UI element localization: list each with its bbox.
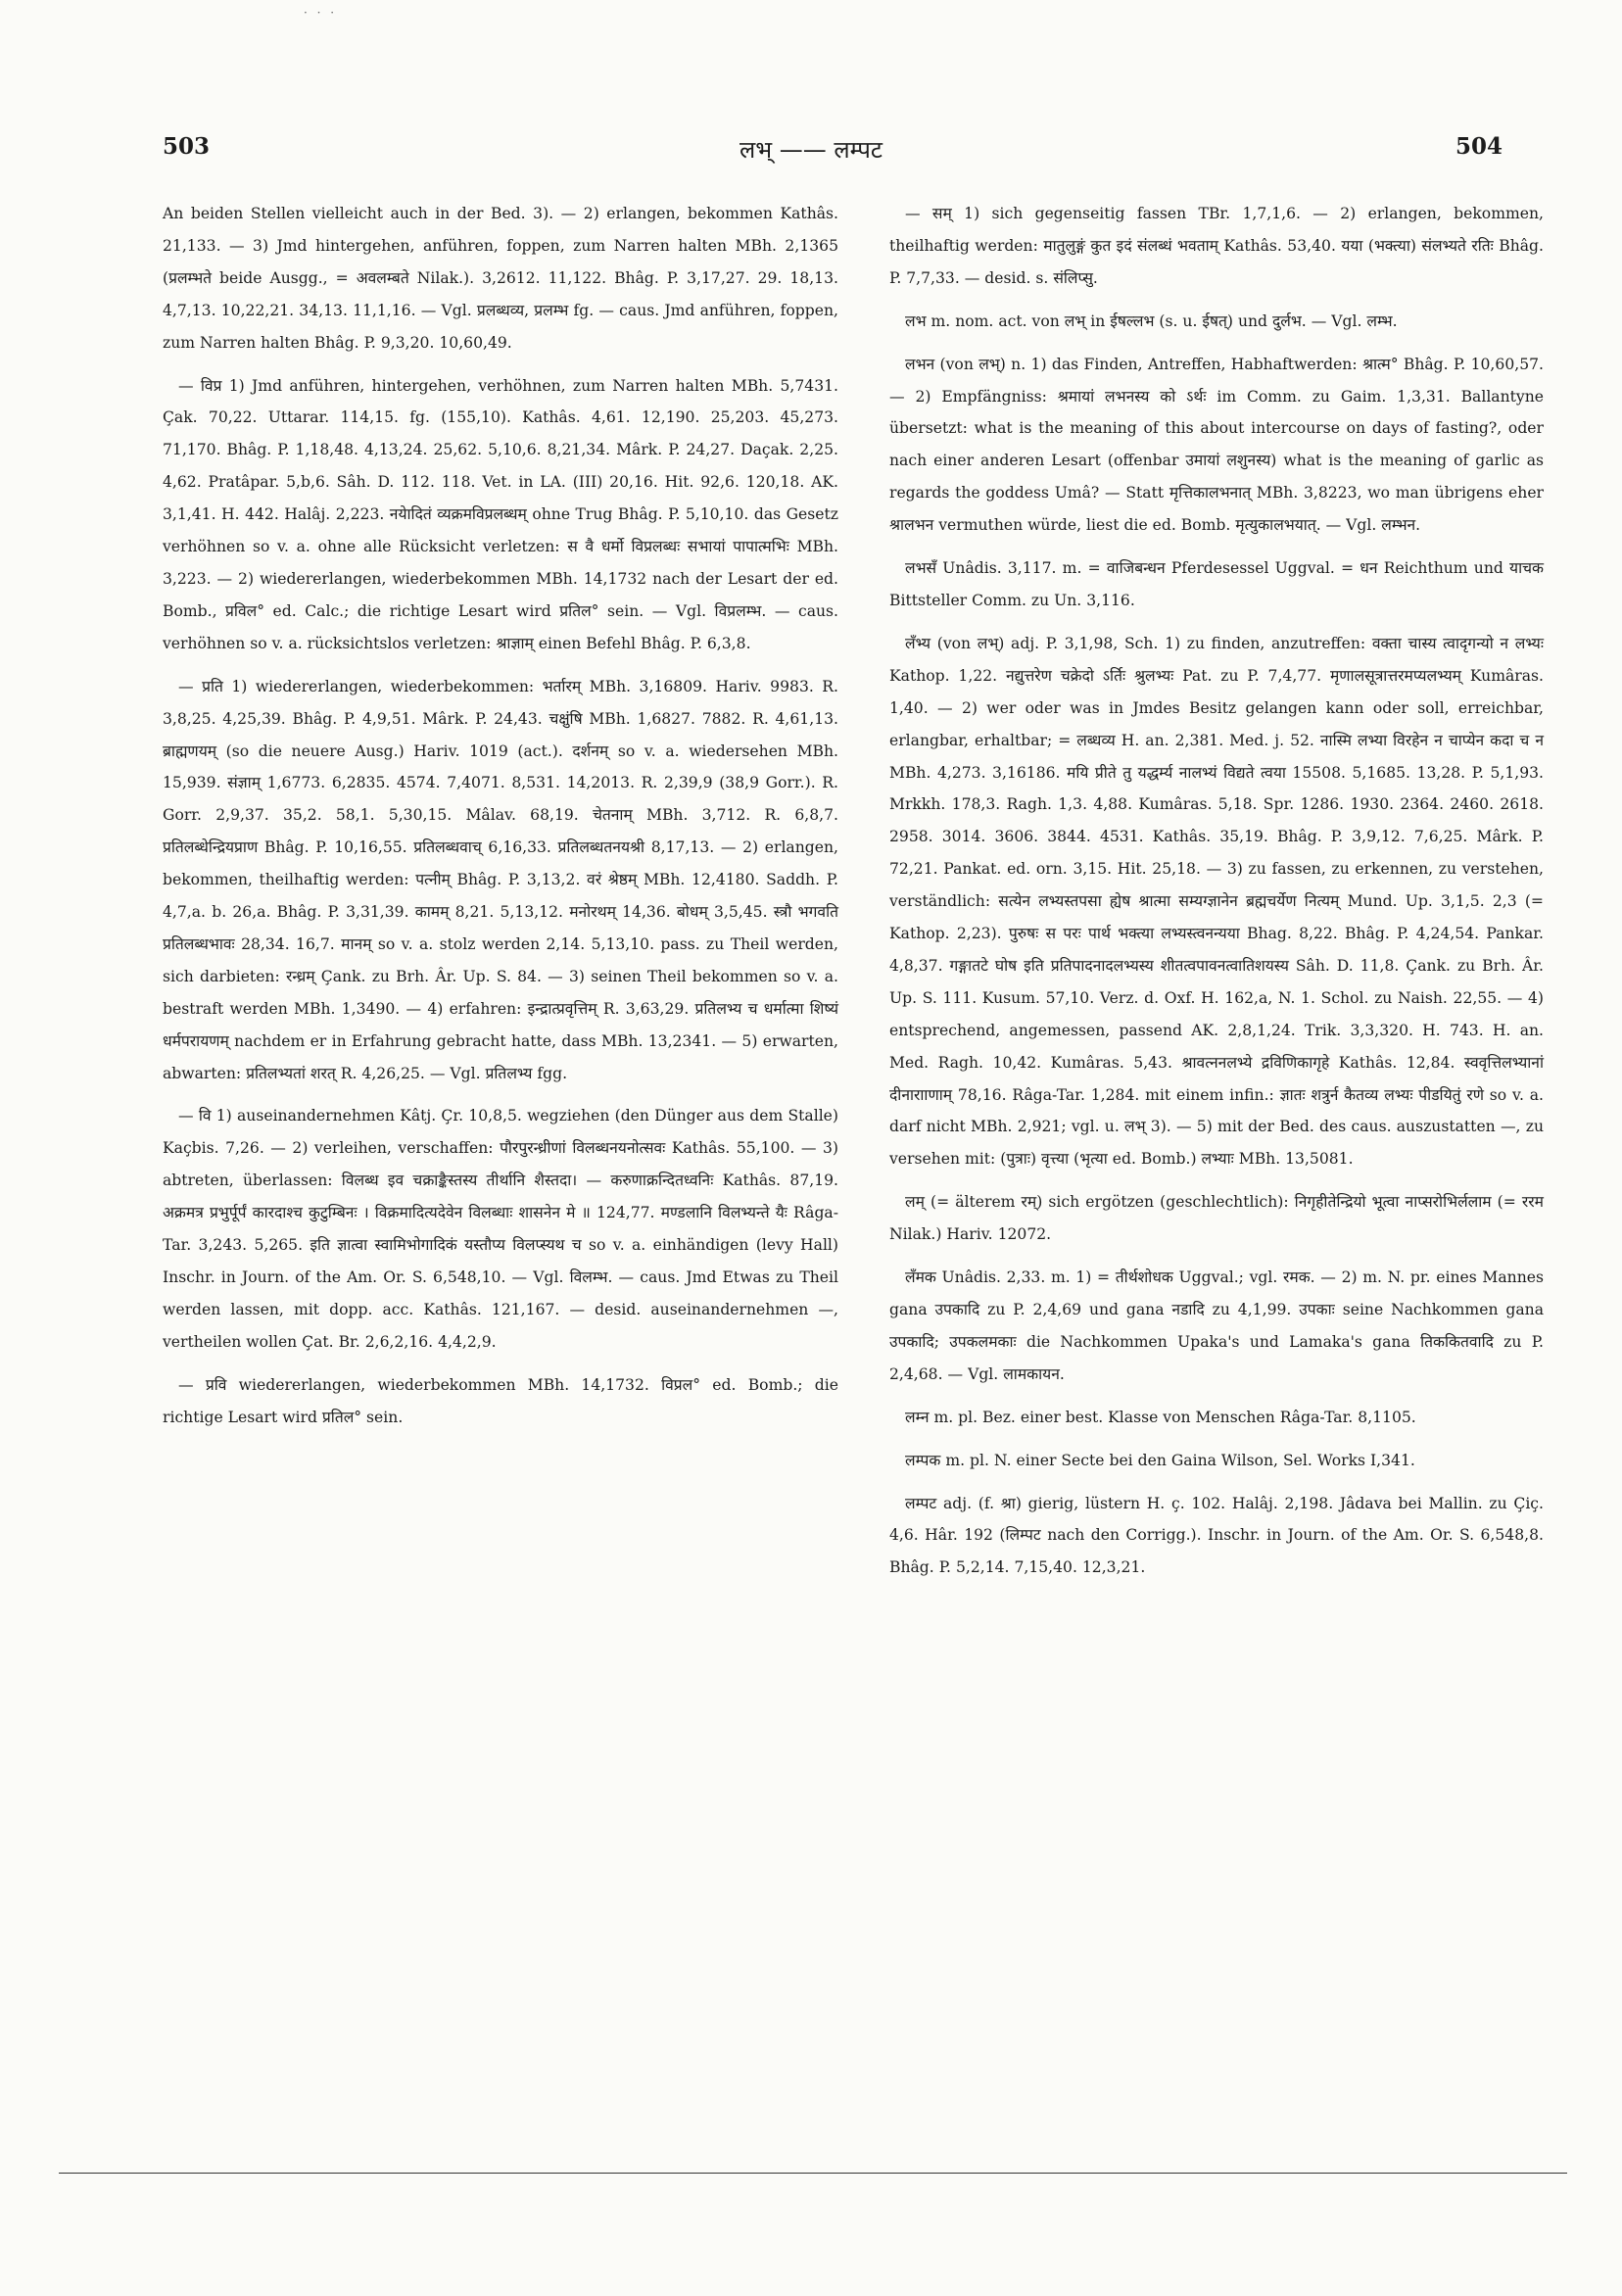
entry-paragraph: लँमक Unâdis. 2,33. m. 1) = तीर्थशोधक Uggval.; vgl. रमक. — 2) m. N. pr. eines Mannes gana उपकादि zu P. 2,4,69 und gana नडादि zu 4,1,99. उपकाः seine Nachkommen gana उपकादि; उपकलमकाः die Nachkommen Upaka's und Lamaka's gana तिककितवादि zu P. 2,4,68. — Vgl. लामकायन. (889, 1268, 1544, 1383)
right-column (889, 198, 1544, 1595)
entry-paragraph: लभ m. nom. act. von लभ् in ईषल्लभ (s. u. ईषत्) und दुर्लभ. — Vgl. लम्भ. (905, 311, 1398, 330)
page-header (0, 133, 1622, 172)
entry-paragraph: लम्पक m. pl. N. einer Secte bei den Gaina Wilson, Sel. Works I,341. (905, 1451, 1415, 1469)
entry-paragraph: — सम् 1) sich gegenseitig fassen TBr. 1,7,1,6. — 2) erlangen, bekommen, theilhaftig werden: मातुलुङ्गं कुत इदं संलब्धं भवताम् Kathâs. 53,40. यया (भक्त्या) संलभ्यते रतिः Bhâg. P. 7,7,33. — desid. s. संलिप्सु. (889, 205, 1544, 287)
entry-paragraph: An beiden Stellen vielleicht auch in der Bed. 3). — 2) erlangen, bekommen Kathâs. 21,133. — 3) Jmd hintergehen, anführen, foppen, zum Narren halten MBh. 2,1365 (प्रलम्भते beide Ausgg., = अवलम्बते Nilak.). 3,2612. 11,122. Bhâg. P. 3,17,27. 29. 18,13. 4,7,13. 10,22,21. 34,13. 11,1,16. — Vgl. प्रलब्धव्य, प्रलम्भ fg. — caus. Jmd anführen, foppen, zum Narren halten Bhâg. P. 9,3,20. 10,60,49. (163, 205, 838, 352)
running-title: लभ् —— लम्पट (739, 136, 883, 164)
top-scan-mark: · · · (304, 6, 338, 20)
entry-paragraph: — विप्र 1) Jmd anführen, hintergehen, verhöhnen, zum Narren halten MBh. 5,7431. Çak. 70,22. Uttarar. 114,15. fg. (155,10). Kathâs. 4,61. 12,190. 25,203. 45,273. 71,170. Bhâg. P. 1,18,48. 4,13,24. 25,62. 5,10,6. 8,21,34. Mârk. P. 24,27. Daçak. 2,25. 4,62. Pratâpar. 5,b,6. Sâh. D. 112. 118. Vet. in LA. (III) 20,16. Hit. 92,6. 120,18. AK. 3,1,41. H. 442. Halâj. 2,223. नयेादितं व्यक्रमविप्रलब्धम् ohne Trug Bhâg. P. 5,10,10. das Gesetz verhöhnen so v. a. ohne alle Rücksicht verletzen: स वै धर्मो विप्रलब्धः सभायां पापात्मभिः MBh. 3,223. — 2) wiedererlangen, wiederbekommen MBh. 14,1732 nach der Lesart der ed. Bomb., प्रविल° ed. Calc.; die richtige Lesart wird प्रतिल° sein. — Vgl. विप्रलम्भ. — caus. verhöhnen so v. a. rücksichtslos verletzen: श्राज्ञाम् einen Befehl Bhâg. P. 6,3,8. (163, 376, 838, 652)
page-number-right: 504 (1455, 133, 1503, 160)
entry-paragraph: लम्पट adj. (f. श्रा) gierig, lüstern H. ç. 102. Halâj. 2,198. Jâdava bei Mallin. zu Çiç. 4,6. Hâr. 192 (लिम्पट nach den Corrigg.). Inschr. in Journ. of the Am. Or. S. 6,548,8. Bhâg. P. 5,2,14. 7,15,40. 12,3,21. (889, 1494, 1544, 1577)
entry-paragraph: लँभ्य (von लभ्) adj. P. 3,1,98, Sch. 1) zu finden, anzutreffen: वक्ता चास्य त्वादृगन्यो न लभ्यः Kathop. 1,22. नद्युत्तरेण चक्रेदो ऽर्तिः श्रुलभ्यः Pat. zu P. 7,4,77. मृणालसूत्रात्तरमप्यलभ्यम् Kumâras. 1,40. — 2) wer oder was in Jmdes Besitz gelangen kann oder soll, erreichbar, erlangbar, erhaltbar; = लब्धव्य H. an. 2,381. Med. j. 52. नास्मि लभ्या विरहेन न चाप्येन कदा च न MBh. 4,273. 3,16186. मयि प्रीते तु यद्धर्म्य नालभ्यं विद्यते त्वया 15508. 5,1685. 13,28. P. 5,1,93. Mrkkh. 178,3. Ragh. 1,3. 4,88. Kumâras. 5,18. Spr. 1286. 1930. 2364. 2460. 2618. 2958. 3014. 3606. 3844. 4531. Kathâs. 35,19. Bhâg. P. 3,9,12. 7,6,25. Mârk. P. 72,21. Pankat. ed. orn. 3,15. Hit. 25,18. — 3) zu fassen, zu erkennen, zu verstehen, verständlich: सत्येन लभ्यस्तपसा ह्येष श्रात्मा सम्यग्ज्ञानेन ब्रह्मचर्येण नित्यम् Mund. Up. 3,1,5. 2,3 (= Kathop. 2,23). पुरुषः स परः पार्थ भक्त्या लभ्यस्त्वनन्यया Bhag. 8,22. Bhâg. P. 4,24,54. Pankar. 4,8,37. गङ्गातटे घोष इति प्रतिपादनादलभ्यस्य शीतत्वपावनत्वातिशयस्य Sâh. D. 11,8. Çank. zu Brh. Âr. Up. S. 111. Kusum. 57,10. Verz. d. Oxf. H. 162,a, N. 1. Schol. zu Naish. 22,55. — 4) entsprechend, angemessen, passend AK. 2,8,1,24. Trik. 3,3,320. H. 743. H. an. Med. Ragh. 10,42. Kumâras. 5,43. श्रावत्ननलभ्ये द्रविणिकागृहे Kathâs. 12,84. स्ववृत्तिलभ्यानां दीनारााणाम् 78,16. Râga-Tar. 1,284. mit einem infin.: ज्ञातः शत्रुर्न कैतव्य लभ्यः पीडयितुं रणे so v. a. darf nicht MBh. 2,921; vgl. u. लभ् 3). — 5) mit der Bed. des caus. auszustatten —, zu versehen mit: (पुत्राः) वृत्त्या (भृत्या ed. Bomb.) लभ्याः MBh. 13,5081. (889, 634, 1544, 1169)
page-number-left: 503 (163, 133, 211, 160)
entry-paragraph: लम्न m. pl. Bez. einer best. Klasse von Menschen Râga-Tar. 8,1105. (905, 1408, 1416, 1426)
entry-paragraph: — प्रवि wiedererlangen, wiederbekommen MBh. 14,1732. विप्रल° ed. Bomb.; die richtige Lesart wird प्रतिल° sein. (163, 1375, 838, 1426)
entry-paragraph: लम् (= älterem रम्) sich ergötzen (geschlechtlich): निगृहीतेन्द्रियो भूत्वा नाप्सरोभिर्ललाम (= ररम Nilak.) Hariv. 12072. (889, 1193, 1544, 1244)
bottom-rule (59, 2173, 1567, 2174)
entry-paragraph: — वि 1) auseinandernehmen Kâtj. Çr. 10,8,5. wegziehen (den Dünger aus dem Stalle) Kaçbis. 7,26. — 2) verleihen, verschaffen: पौरपुरन्ध्रीणां विलब्धनयनोत्सवः Kathâs. 55,100. — 3) abtreten, überlassen: विलब्ध इव चक्राङ्कैस्तस्य तीर्थानि शैस्तदा। — करुणाक्रन्दितध्वनिः Kathâs. 87,19. अक्रमत्र प्रभुर्पूर्पं कारदाश्च कुटुम्बिनः । विक्रमादित्यदेवेन विलब्धाः शासनेन मे ॥ 124,77. मण्डलानि विलभ्यन्ते यैः Râga-Tar. 3,243. 5,265. इति ज्ञात्वा स्वामिभोगादिकं यस्तौप्य विलप्स्यथ च so v. a. einhändigen (levy Hall) Inschr. in Journ. of the Am. Or. S. 6,548,10. — Vgl. विलम्भ. — caus. Jmd Etwas zu Theil werden lassen, mit dopp. acc. Kathâs. 121,167. — desid. auseinandernehmen —, vertheilen wollen Çat. Br. 2,6,2,16. 4,4,2,9. (163, 1107, 838, 1351)
entry-paragraph: लभन (von लभ्) n. 1) das Finden, Antreffen, Habhaftwerden: श्रात्म° Bhâg. P. 10,60,57. — 2) Empfängniss: श्रमायां लभनस्य को ऽर्थः im Comm. zu Gaim. 1,3,31. Ballantyne übersetzt: what is the meaning of this about intercourse on days of fasting?, oder nach einer anderen Lesart (offenbar उमायां लशुनस्य) what is the meaning of garlic as regards the goddess Umâ? — Statt मृत्तिकालभनात् MBh. 3,8223, wo man übrigens eher श्रालभन vermuthen würde, liest die ed. Bomb. मृत्युकालभयात्. — Vgl. लम्भन. (889, 355, 1544, 535)
entry-paragraph: — प्रति 1) wiedererlangen, wiederbekommen: भर्तारम् MBh. 3,16809. Hariv. 9983. R. 3,8,25. 4,25,39. Bhâg. P. 4,9,51. Mârk. P. 24,43. चक्षुंषि MBh. 1,6827. 7882. R. 4,61,13. ब्राह्मणयम् (so die neuere Ausg.) Hariv. 1019 (act.). दर्शनम् so v. a. wiedersehen MBh. 15,939. संज्ञाम् 1,6773. 6,2835. 4574. 7,4071. 8,531. 14,2013. R. 2,39,9 (38,9 Gorr.). R. Gorr. 2,9,37. 35,2. 58,1. 5,30,15. Mâlav. 68,19. चेतनाम् MBh. 3,712. R. 6,8,7. प्रतिलब्धेन्द्रियप्राण Bhâg. P. 10,16,55. प्रतिलब्धवाच् 6,16,33. प्रतिलब्धतनयश्री 8,17,13. — 2) erlangen, bekommen, theilhaftig werden: पत्नीम् Bhâg. P. 3,13,2. वरं श्रेष्ठम् MBh. 12,4180. Saddh. P. 4,7,a. b. 26,a. Bhâg. P. 3,31,39. कामम् 8,21. 5,13,12. मनोरथम् 14,36. बोधम् 3,5,45. स्त्रौ भगवति प्रतिलब्धभावः 28,34. 16,7. मानम् so v. a. stolz werden 2,14. 5,13,10. pass. zu Theil werden, sich darbieten: रन्ध्रम् Çank. zu Brh. Âr. Up. S. 84. — 3) seinen Theil bekommen so v. a. bestraft werden MBh. 1,3490. — 4) erfahren: इन्द्रात्प्रवृत्तिम् R. 3,63,29. प्रतिलभ्य च धर्मात्मा शिष्यं धर्मपरायणम् nachdem er in Erfahrung gebracht hatte, dass MBh. 13,2341. — 5) erwarten, abwarten: प्रतिलभ्यतां शरत् R. 4,26,25. — Vgl. प्रतिलभ्य fgg. (163, 677, 838, 1082)
left-column (163, 198, 838, 1445)
entry-paragraph: लभसँ Unâdis. 3,117. m. = वाजिबन्धन Pferdesessel Uggval. = धन Reichthum und याचक Bittsteller Comm. zu Un. 3,116. (889, 559, 1544, 609)
